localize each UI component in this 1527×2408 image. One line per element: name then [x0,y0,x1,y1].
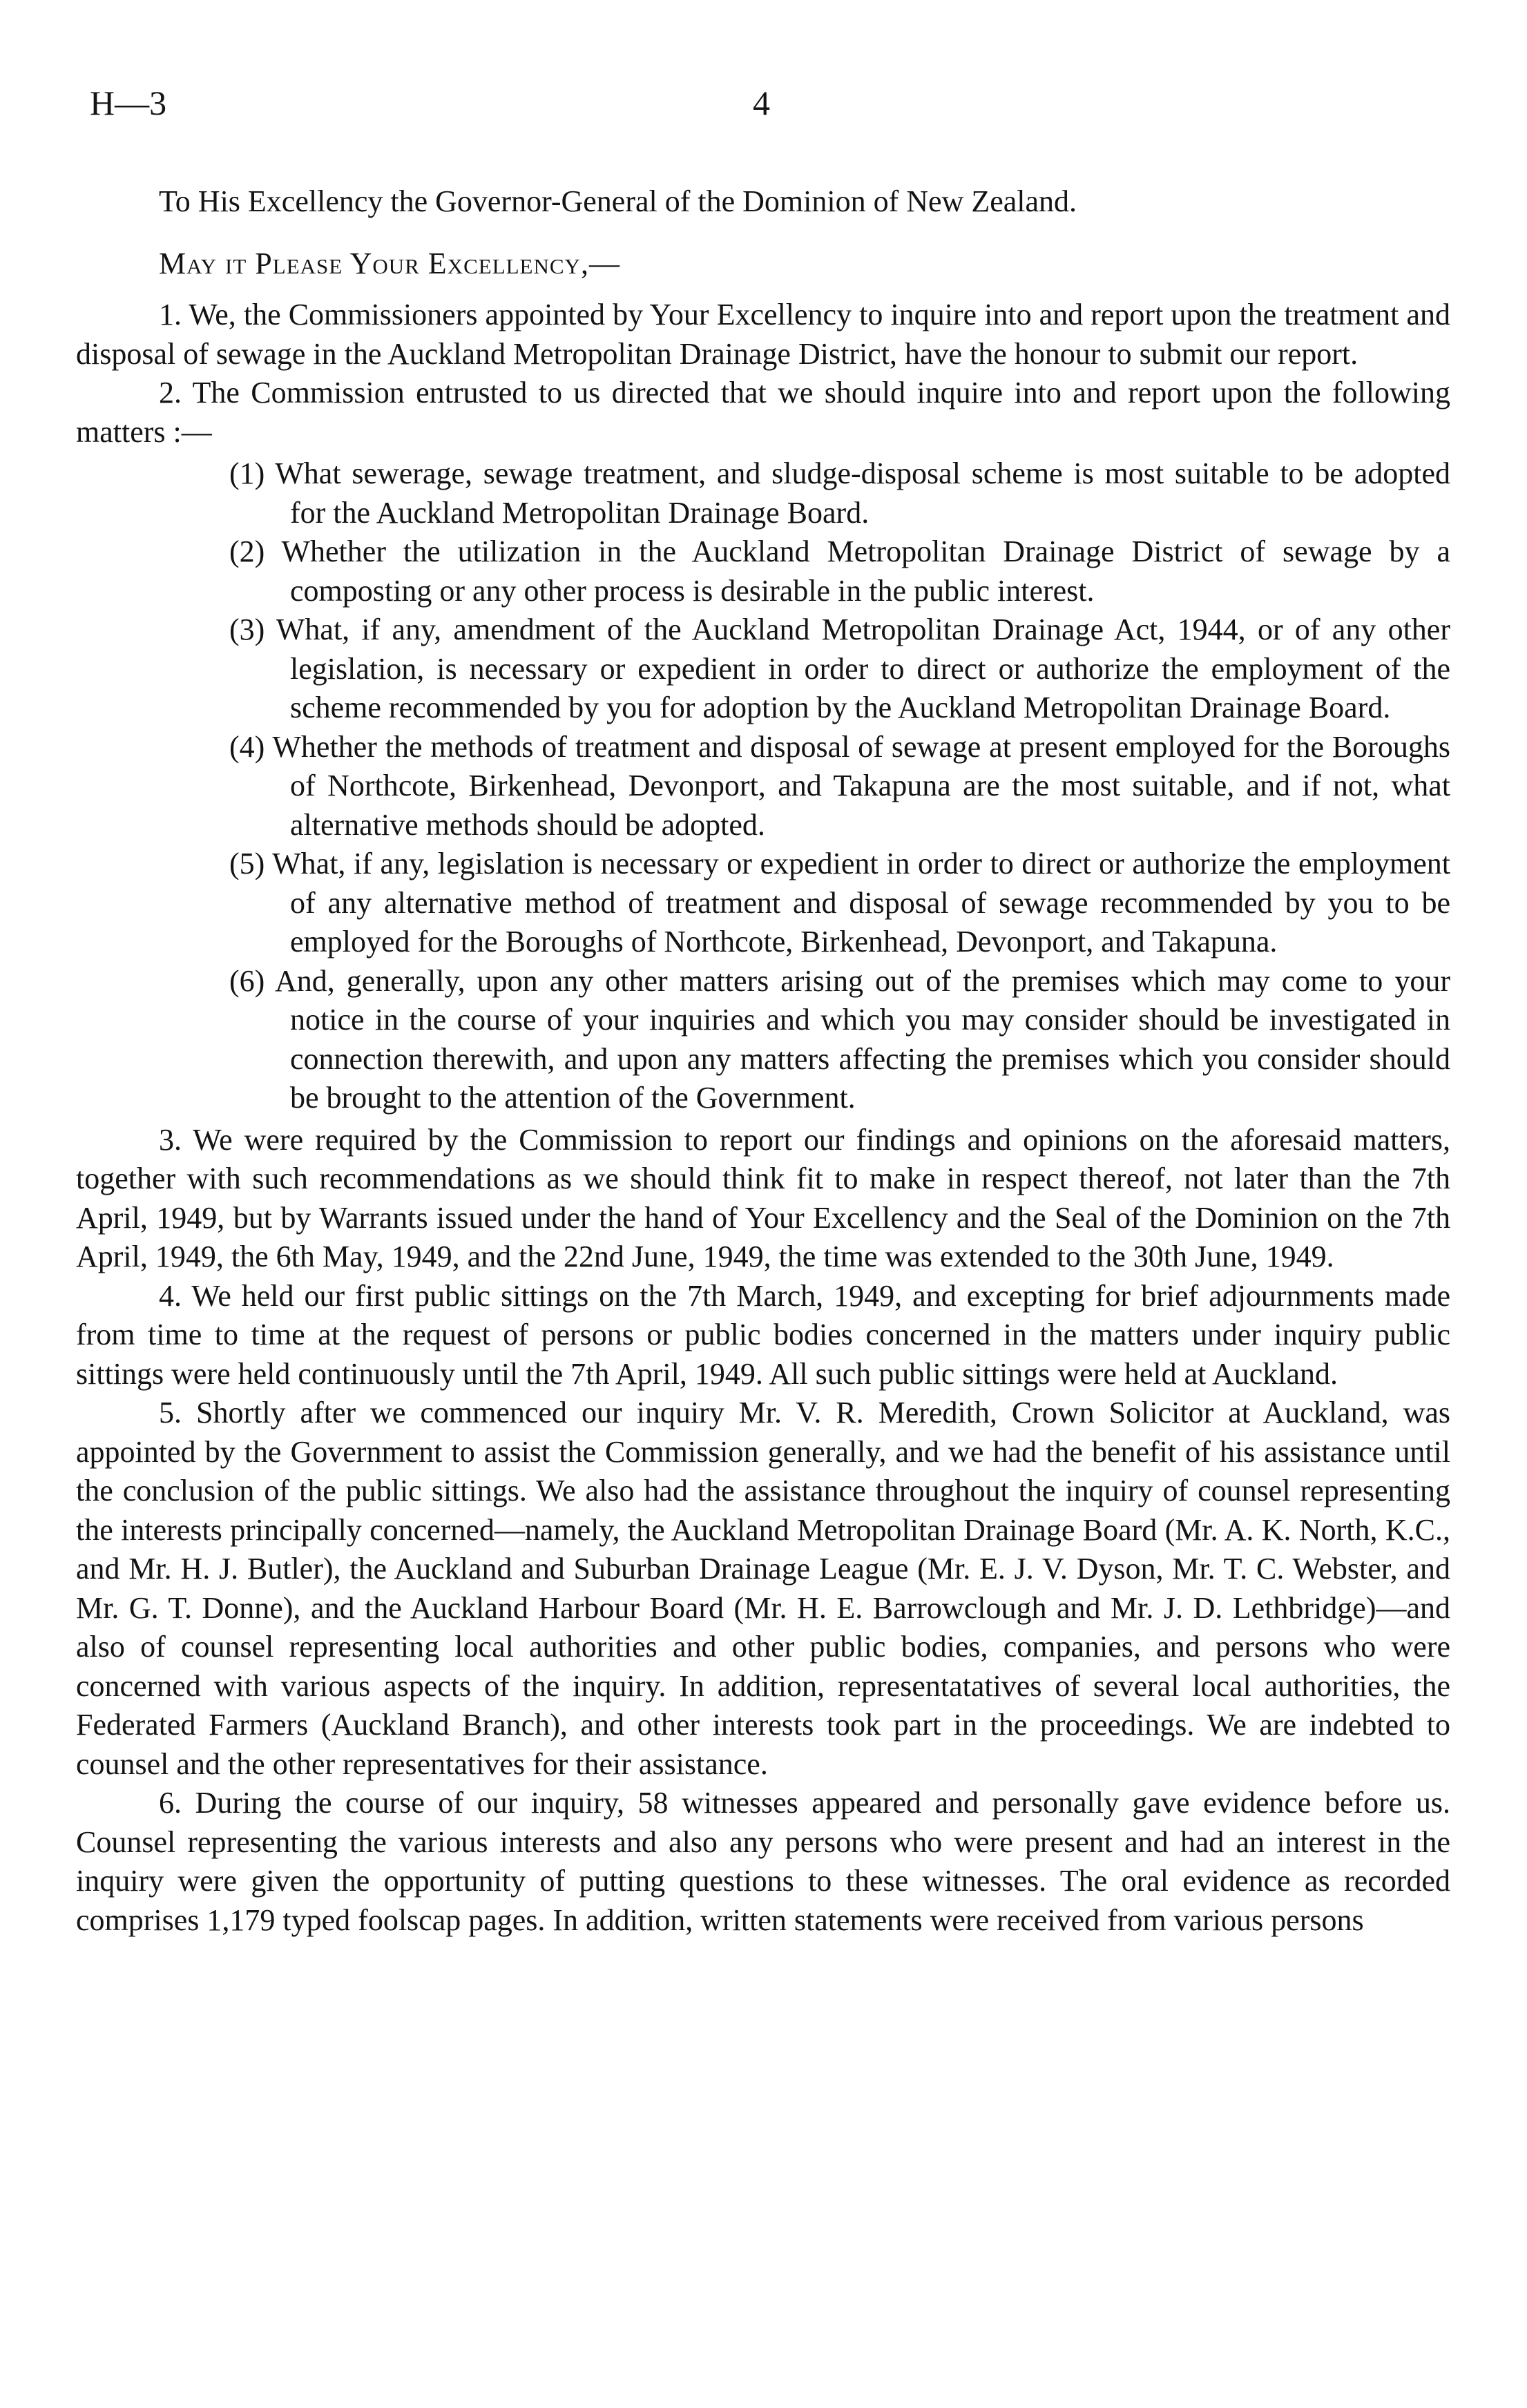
item-number: (6) [229,963,265,998]
address-line: To His Excellency the Governor-General of the Dominion of New Zealand. [159,184,1077,218]
item-number: (4) [229,729,265,764]
item-text: And, generally, upon any other matters arising out of the premises which may come to your notice in the course of your inquiries and which you may consider should be investigated in connection therewith, and upon any matters affecting the premises which you consider should be brought to the attention of the Government. [274,963,1450,1115]
list-item [76,610,1450,728]
paragraph-3: 3. We were required by the Commission to report our findings and opinions on the aforesaid matters, together with such recommendations as we should think fit to make in respect thereof, not later than the 7th April, 1949, but by Warrants issued under the hand of Your Excellency and the Seal of the Dominion on the 7th April, 1949, the 6th May, 1949, and the 22nd June, 1949, the time was extended to the 30th June, 1949. [76,1122,1450,1273]
item-text: What sewerage, sewage treatment, and sludge-disposal scheme is most suitable to be adopted for the Auckland Metropolitan Drainage Board. [275,456,1450,530]
list-item [76,962,1450,1118]
item-text: Whether the methods of treatment and disposal of sewage at present employed for the Boroughs of Northcote, Birkenhead, Devonport, and Takapuna are the most suitable, and if not, what alternative methods should be adopted. [272,729,1450,842]
list-item [76,532,1450,610]
salutation: May it Please Your Excellency,— [159,247,620,280]
paragraph-2: 2. The Commission entrusted to us directed that we should inquire into and report upon the following matters :— [76,376,1450,449]
report-body [76,296,1450,1940]
item-number: (3) [229,613,265,646]
paragraph-4: 4. We held our first public sittings on the 7th March, 1949, and excepting for brief adjournments made from time to time at the request of persons or public bodies concerned in the matters under inquiry public sittings were held continuously until the 7th April, 1949. All such public sittings were held at Auckland. [76,1278,1450,1391]
item-text: What, if any, amendment of the Auckland Metropolitan Drainage Act, 1944, or of any other legislation, is necessary or expedient in order to direct or authorize the employment of the scheme recommended by you for adoption by the Auckland Metropolitan Drainage Board. [276,613,1450,724]
document-page [76,76,1450,1940]
page-number: 4 [753,84,770,122]
item-number: (1) [229,456,265,490]
list-item [76,454,1450,532]
list-item [76,845,1450,962]
item-number: (2) [229,534,265,568]
item-text: Whether the utilization in the Auckland Metropolitan Drainage District of sewage by a composting or any other process is desirable in the public interest. [281,534,1450,608]
paragraph-6: 6. During the course of our inquiry, 58 witnesses appeared and personally gave evidence before us. Counsel representing the various interests and also any persons who were present and had an interest in the inquiry were given the opportunity of putting questions to these witnesses. The oral evidence as recorded comprises 1,179 typed foolscap pages. In addition, written statements were received from various persons [76,1786,1450,1937]
list-item [76,728,1450,845]
item-number: (5) [229,847,265,880]
document-reference: H—3 [90,84,167,122]
item-text: What, if any, legislation is necessary or expedient in order to direct or authorize the employment of any alternative method of treatment and disposal of sewage recommended by you to be employed for the Boroughs of Northcote, Birkenhead, Devonport, and Takapuna. [272,847,1450,959]
paragraph-5: 5. Shortly after we commenced our inquiry Mr. V. R. Meredith, Crown Solicitor at Auckland, was appointed by the Government to assist the Commission generally, and we had the benefit of his assistance until the conclusion of the public sittings. We also had the assistance throughout the inquiry of counsel representing the interests principally concerned—namely, the Auckland Metropolitan Drainage Board (Mr. A. K. North, K.C., and Mr. H. J. Butler), the Auckland and Suburban Drainage League (Mr. E. J. V. Dyson, Mr. T. C. Webster, and Mr. G. T. Donne), and the Auckland Harbour Board (Mr. H. E. Barrowclough and Mr. J. D. Lethbridge)—and also of counsel representing local authorities and other public bodies, companies, and persons who were concerned with various aspects of the inquiry. In addition, representatatives of several local authorities, the Federated Farmers (Auckland Branch), and other interests took part in the proceedings. We are indebted to counsel and the other representatives for their assistance. [76,1396,1450,1781]
paragraph-1: 1. We, the Commissioners appointed by Your Excellency to inquire into and report upon the treatment and disposal of sewage in the Auckland Metropolitan Drainage District, have the honour to submit our report. [76,298,1450,371]
page-header [76,76,1450,138]
terms-of-reference-list [76,454,1450,1118]
